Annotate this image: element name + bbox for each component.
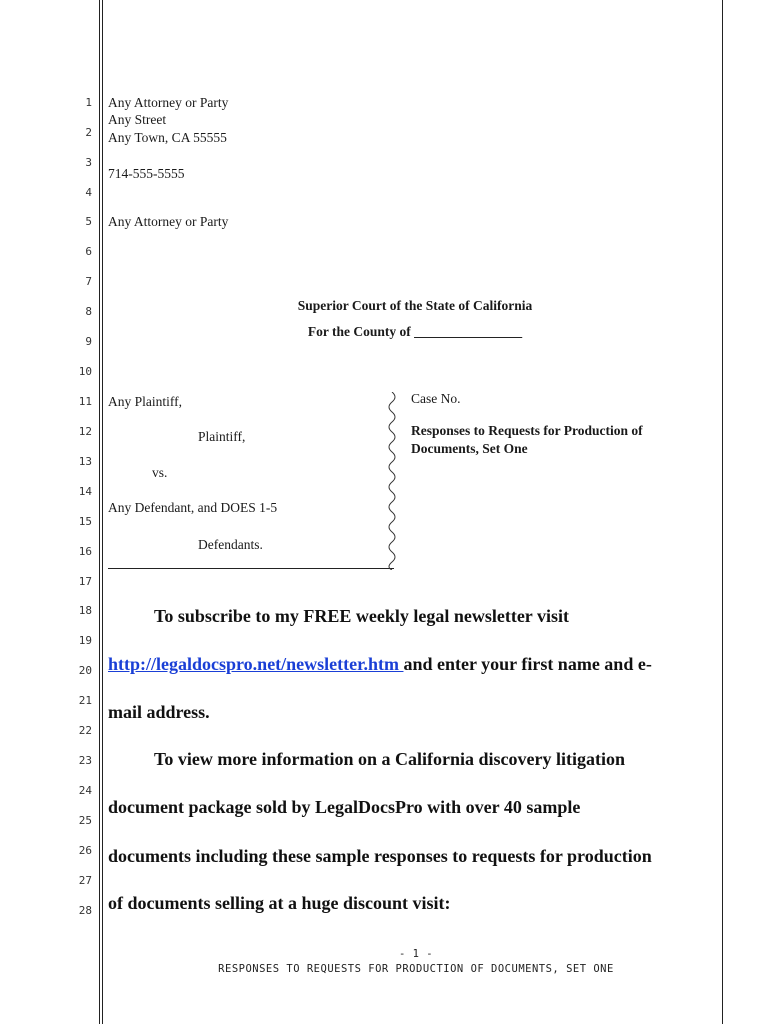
line-number: 6 [85,245,92,258]
line-number: 21 [78,694,92,707]
defendant-name: Any Defendant, and DOES 1-5 [108,500,278,515]
line-number: 9 [85,335,92,348]
newsletter-paragraph-line2 [108,654,652,675]
newsletter-paragraph-line1: To subscribe to my FREE weekly legal newsletter visit [154,606,569,626]
line-number: 5 [85,215,92,228]
line-number: 4 [85,186,92,199]
line-number: 13 [78,455,92,468]
line-number: 2 [85,126,92,139]
line-number: 28 [78,904,92,917]
newsletter-line2-text: and enter your first name and e- [403,654,652,674]
line-number: 12 [78,425,92,438]
line-number: 23 [78,754,92,767]
attorney-name: Any Attorney or Party [108,95,229,110]
line-number: 19 [78,634,92,647]
court-title: Superior Court of the State of California [297,298,533,313]
line-number: 27 [78,874,92,887]
line-number: 11 [78,395,92,408]
plaintiff-name: Any Plaintiff, [108,394,182,409]
line-number: 8 [85,305,92,318]
newsletter-paragraph-line3: mail address. [108,702,210,722]
line-number: 15 [78,515,92,528]
line-number: 26 [78,844,92,857]
left-margin-rule-inner [102,0,103,1024]
package-paragraph-line4: of documents selling at a huge discount visit: [108,893,451,913]
defendant-role: Defendants. [198,537,263,552]
line-number: 20 [78,664,92,677]
line-number: 3 [85,156,92,169]
line-number: 7 [85,275,92,288]
footer-page-number: - 1 - [398,948,434,960]
court-county: For the County of ________________ [307,324,523,339]
attorney-street: Any Street [108,112,167,127]
plaintiff-role: Plaintiff, [198,429,246,444]
left-margin-rule-outer [99,0,100,1024]
caption-bracket-icon [388,392,402,570]
line-number: 10 [78,365,92,378]
line-number: 22 [78,724,92,737]
versus: vs. [152,465,168,480]
package-paragraph-line1: To view more information on a California discovery litigation [154,749,625,769]
document-title-line2: Documents, Set One [411,441,528,456]
package-paragraph-line2: document package sold by LegalDocsPro with over 40 sample [108,797,581,817]
attorney-for: Any Attorney or Party [108,214,229,229]
right-margin-rule [722,0,723,1024]
newsletter-link[interactable]: http://legaldocspro.net/newsletter.htm [108,654,404,674]
line-number: 17 [78,575,92,588]
document-title-line1: Responses to Requests for Production of [411,423,643,438]
package-paragraph-line3: documents including these sample responses to requests for production [108,846,652,866]
line-number: 25 [78,814,92,827]
footer-title: RESPONSES TO REQUESTS FOR PRODUCTION OF DOCUMENTS, SET ONE [218,963,614,975]
line-number: 1 [85,96,92,109]
caption-bottom-rule [108,568,394,569]
line-number: 16 [78,545,92,558]
case-number-label: Case No. [411,391,461,406]
line-number: 14 [78,485,92,498]
line-number: 24 [78,784,92,797]
attorney-city: Any Town, CA 55555 [108,130,227,145]
attorney-phone: 714-555-5555 [108,166,185,181]
line-number: 18 [78,604,92,617]
